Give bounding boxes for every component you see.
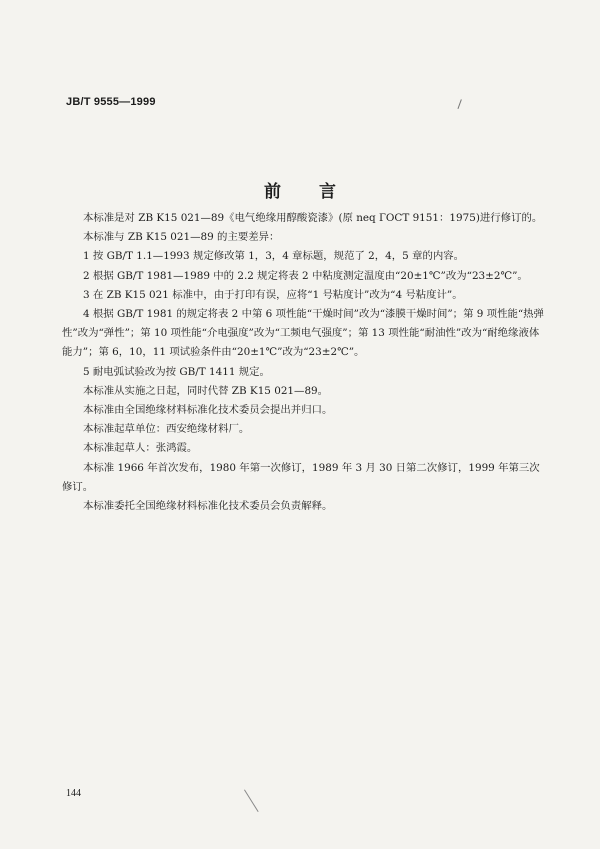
- page-title: 前 言: [264, 182, 352, 202]
- paragraph: 本标准是对 ZB K15 021—89《电气绝缘用醇酸瓷漆》(原 neq ГОСТ 9151：1975)进行修订的。: [83, 212, 543, 224]
- paragraph: 本标准 1966 年首次发布，1980 年第一次修订，1989 年 3 月 30 日第二次修订，1999 年第三次修订。: [62, 461, 540, 493]
- paragraph: 本标准起草单位：西安绝缘材料厂。: [83, 423, 250, 436]
- paragraph: 本标准与 ZB K15 021—89 的主要差异：: [83, 231, 280, 244]
- paragraph: 本标准起草人：张鸿霞。: [83, 442, 198, 455]
- paragraph: 1 按 GB/T 1.1—1993 规定修改第 1，3，4 章标题，规范了 2，4，5 章的内容。: [83, 250, 465, 263]
- standard-code: JB/T 9555—1999: [66, 96, 156, 108]
- scan-mark: [457, 99, 466, 110]
- paragraph: 3 在 ZB K15 021 标准中，由于打印有误，应将“1 号粘度计”改为“4 号粘度计”。: [83, 288, 463, 301]
- page-number: 144: [66, 788, 81, 799]
- paragraph: 本标准委托全国绝缘材料标准化技术委员会负责解释。: [83, 500, 333, 513]
- foreword-body: [62, 209, 547, 516]
- scan-mark: [244, 780, 274, 812]
- paragraph: 2 根据 GB/T 1981—1989 中的 2.2 规定将表 2 中粘度测定温度由“20±1℃”改为“23±2℃”。: [83, 269, 528, 282]
- paragraph: 5 耐电弧试验改为按 GB/T 1411 规定。: [83, 365, 270, 378]
- paragraph: 本标准由全国绝缘材料标准化技术委员会提出并归口。: [83, 404, 333, 417]
- paragraph: 4 根据 GB/T 1981 的规定将表 2 中第 6 项性能“干燥时间”改为“漆膜干燥时间”；第 9 项性能“热弹性”改为“弹性”；第 10 项性能“介电强度”改为“工频电气强度”；第 13 项性能“耐油性”改为“耐绝缘液体能力”；第 6，10，11 项试验条件由“20±1℃”改为“23±2℃”。: [62, 308, 544, 359]
- paragraph: 本标准从实施之日起，同时代替 ZB K15 021—89。: [83, 384, 329, 397]
